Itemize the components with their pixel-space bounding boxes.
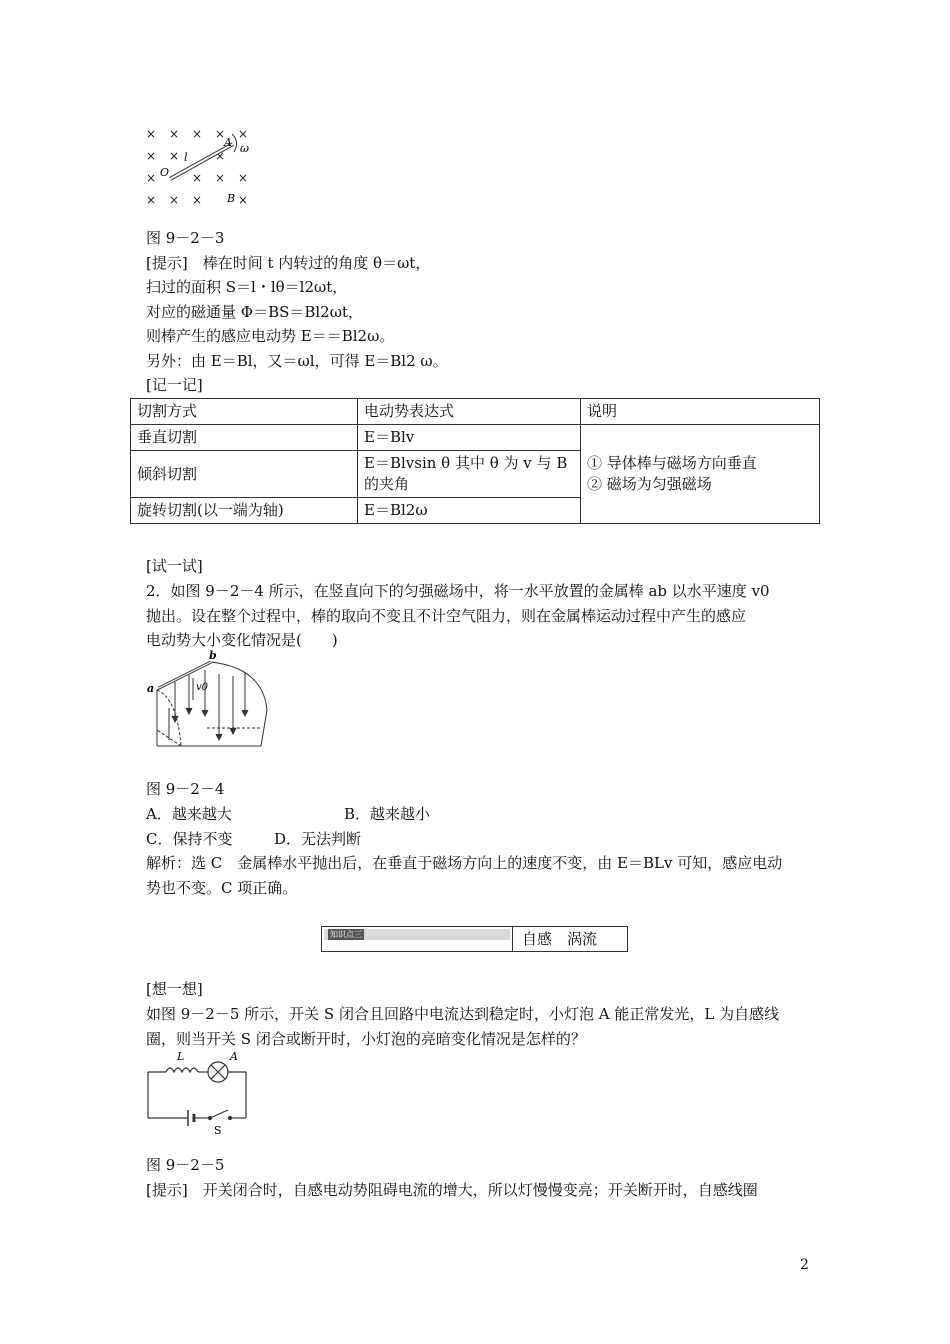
think-line-2: 圈，则当开关 S 闭合或断开时，小灯泡的亮暗变化情况是怎样的？ [146, 1030, 586, 1048]
header-cell: 切割方式 [131, 399, 358, 425]
table-header-row [131, 399, 820, 425]
question2-line-1: 2．如图 9－2－4 所示，在竖直向下的匀强磁场中，将一水平放置的金属棒 ab 以水平速度 v0 [146, 582, 770, 600]
note-cell [581, 425, 820, 524]
question2-line-2: 抛出。设在整个过程中，棒的取向不变且不计空气阻力，则在金属棒运动过程中产生的感应 [146, 607, 747, 625]
page-number: 2 [800, 1257, 809, 1273]
header-cell: 说明 [581, 399, 820, 425]
label-L: L [177, 1050, 185, 1063]
try-label: [试一试] [146, 557, 203, 575]
remember-label: [记一记] [146, 376, 203, 394]
hint1-line-3: 对应的磁通量 Φ＝BS＝Bl2ωt， [146, 303, 363, 321]
figure-self-inductance-circuit [144, 1048, 254, 1136]
label-O: O [160, 166, 170, 179]
svg-text:×: × [192, 171, 203, 185]
section-tag-bar [324, 929, 510, 940]
label-omega: ω [240, 142, 249, 155]
svg-text:×: × [215, 171, 226, 185]
option-d: D．无法判断 [274, 830, 362, 848]
expr-cell: E＝Blvsin θ 其中 θ 为 v 与 B 的夹角 [358, 451, 581, 498]
mode-cell: 旋转切割(以一端为轴) [131, 498, 358, 524]
analysis-line-2: 势也不变。C 项正确。 [146, 879, 298, 897]
label-S: S [214, 1124, 222, 1136]
table-row [131, 425, 820, 451]
hint1-line-1: [提示] 棒在时间 t 内转过的角度 θ＝ωt， [146, 254, 431, 272]
figure-caption-9-2-3: 图 9－2－3 [146, 229, 225, 247]
option-a: A．越来越大 [146, 805, 232, 823]
section-heading-box [321, 926, 628, 952]
expr-cell: E＝Bl2ω [358, 498, 581, 524]
label-B: B [227, 192, 236, 205]
figure-caption-9-2-5: 图 9－2－5 [146, 1156, 225, 1174]
hint2-line: [提示] 开关闭合时，自感电动势阻碍电流的增大，所以灯慢慢变亮；开关断开时，自感线圈 [146, 1181, 758, 1199]
option-c: C．保持不变 [146, 830, 233, 848]
section-divider [512, 927, 513, 951]
svg-text:×: × [192, 127, 203, 141]
cutting-method-table [130, 398, 820, 524]
header-cell: 电动势表达式 [358, 399, 581, 425]
option-b: B．越来越小 [344, 805, 431, 823]
svg-text:×: × [169, 127, 180, 141]
svg-text:×: × [146, 149, 157, 163]
hint1-line-5: 另外：由 E＝Bl，又＝ωl，可得 E＝Bl2 ω。 [146, 352, 448, 370]
question2-line-3: 电动势大小变化情况是( ) [146, 631, 338, 649]
svg-text:×: × [146, 171, 157, 185]
svg-text:×: × [146, 193, 157, 207]
expr-cell: E＝Blv [358, 425, 581, 451]
note-1: ① 导体棒与磁场方向垂直 [587, 454, 757, 472]
svg-text:×: × [146, 127, 157, 141]
mode-cell: 倾斜切割 [131, 451, 358, 498]
svg-text:×: × [238, 193, 249, 207]
figure-rotating-rod [140, 124, 260, 214]
svg-text:×: × [238, 171, 249, 185]
label-A: A [230, 1050, 238, 1063]
hint1-line-4: 则棒产生的感应电动势 E＝＝Bl2ω。 [146, 327, 395, 345]
mode-cell: 垂直切割 [131, 425, 358, 451]
think-label: [想一想] [146, 980, 203, 998]
label-A: A [224, 136, 232, 149]
section-title: 自感 涡流 [522, 930, 598, 948]
svg-text:×: × [169, 193, 180, 207]
label-l: l [184, 151, 188, 164]
svg-text:×: × [215, 127, 226, 141]
svg-text:×: × [215, 149, 226, 163]
figure-thrown-rod [145, 648, 275, 753]
label-v0: v0 [196, 682, 209, 693]
hint1-line-2: 扫过的面积 S＝l・lθ＝l2ωt， [146, 278, 348, 296]
svg-text:×: × [169, 149, 180, 163]
section-tag: 知识点三 [330, 930, 362, 939]
label-a: a [147, 682, 155, 695]
svg-text:×: × [238, 127, 249, 141]
note-2: ② 磁场为匀强磁场 [587, 475, 712, 493]
svg-text:×: × [192, 193, 203, 207]
analysis-line-1: 解析：选 C 金属棒水平抛出后，在垂直于磁场方向上的速度不变，由 E＝BLv 可知，感应电动 [146, 854, 783, 872]
label-b: b [209, 649, 217, 662]
think-line-1: 如图 9－2－5 所示，开关 S 闭合且回路中电流达到稳定时，小灯泡 A 能正常发光，L 为自感线 [146, 1005, 780, 1023]
figure-caption-9-2-4: 图 9－2－4 [146, 780, 225, 798]
